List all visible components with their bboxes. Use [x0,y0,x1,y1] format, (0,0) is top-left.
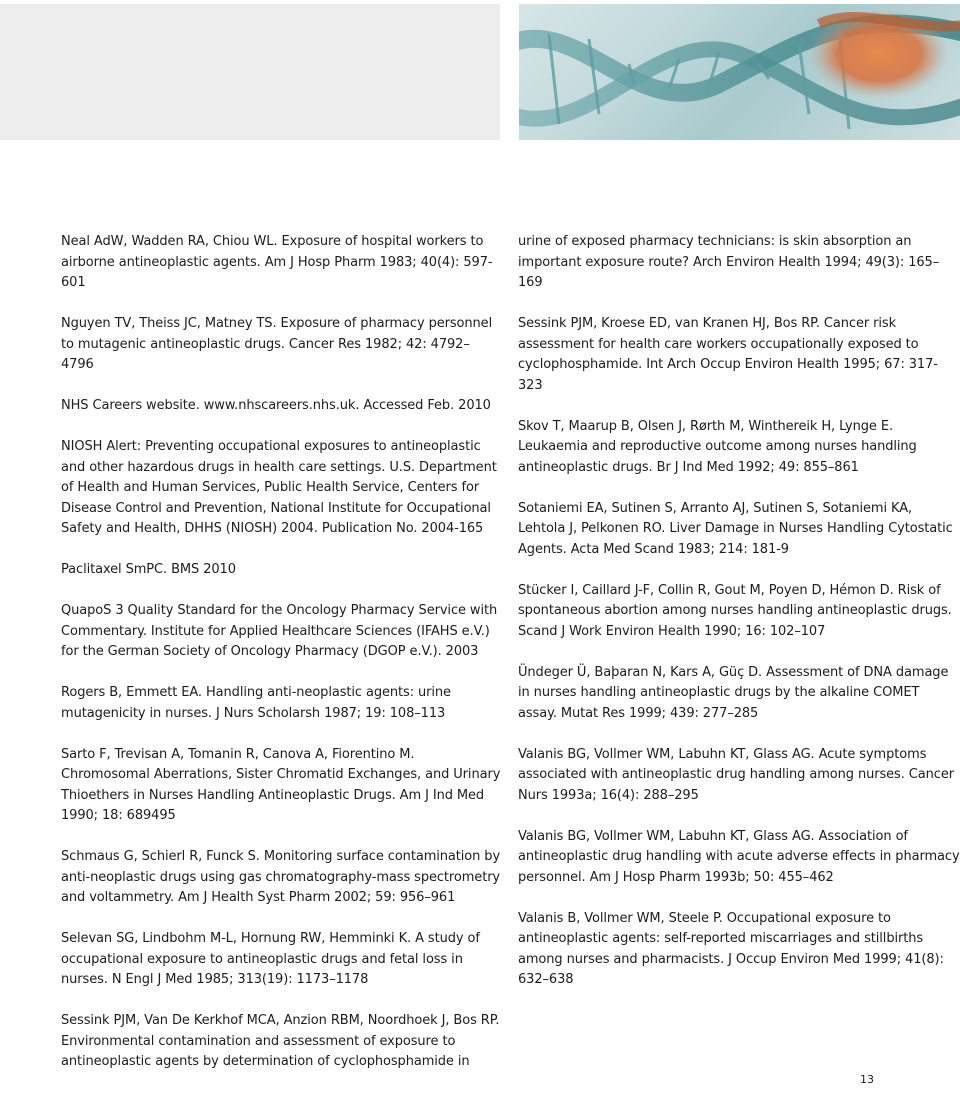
reference-entry: QuapoS 3 Quality Standard for the Oncology Pharmacy Service with Commentary. Institute for Applied Healthcare Sciences (IFAHS e.V.) for the German Society of Oncology Pharmacy (DGOP e.V.). 2003 [61,603,498,659]
dna-helix-image [519,4,960,140]
reference-entry: NHS Careers website. www.nhscareers.nhs.uk. Accessed Feb. 2010 [61,398,491,413]
dna-helix-illustration [519,4,960,140]
reference-entry: Valanis BG, Vollmer WM, Labuhn KT, Glass AG. Acute symptoms associated with antineoplastic drug handling among nurses. Cancer Nurs 1993a; 16(4): 288–295 [518,746,954,803]
reference-entry: NIOSH Alert: Preventing occupational exposures to antineoplastic and other hazardous drugs in health care settings. U.S. Department of Health and Human Services, Public Health Service, Centers for Disease Control and Prevention, National Institute for Occupational Safety and Health, DHHS (NIOSH) 2004. Publication No. 2004-165 [61,439,497,536]
reference-entry: Stücker I, Caillard J-F, Collin R, Gout M, Poyen D, Hémon D. Risk of spontaneous abortion among nurses handling antineoplastic drugs. Scand J Work Environ Health 1990; 16: 102–107 [518,582,952,639]
reference-entry: Sessink PJM, Van De Kerkhof MCA, Anzion RBM, Noordhoek J, Bos RP. Environmental contamination and assessment of exposure to antineoplastic agents by determination of cyclophosphamide in [61,1013,500,1069]
reference-entry: Sotaniemi EA, Sutinen S, Arranto AJ, Sutinen S, Sotaniemi KA, Lehtola J, Pelkonen RO. Liver Damage in Nurses Handling Cytostatic Agents. Acta Med Scand 1983; 214: 181-9 [518,500,953,557]
reference-entry: Nguyen TV, Theiss JC, Matney TS. Exposure of pharmacy personnel to mutagenic antineoplastic drugs. Cancer Res 1982; 42: 4792–4796 [61,316,493,372]
reference-entry: Ündeger Ü, Baþaran N, Kars A, Güç D. Assessment of DNA damage in nurses handling antineoplastic drugs by the alkaline COMET assay. Mutat Res 1999; 439: 277–285 [518,664,949,721]
reference-entry: Selevan SG, Lindbohm M-L, Hornung RW, Hemminki K. A study of occupational exposure to antineoplastic drugs and fetal loss in nurses. N Engl J Med 1985; 313(19): 1173–1178 [61,931,480,987]
reference-entry: Valanis B, Vollmer WM, Steele P. Occupational exposure to antineoplastic agents: self-reported miscarriages and stillbirths among nurses and pharmacists. J Occup Environ Med 1999; 41(8): 632–638 [518,910,944,987]
reference-entry: Rogers B, Emmett EA. Handling anti-neoplastic agents: urine mutagenicity in nurses. J Nurs Scholarsh 1987; 19: 108–113 [61,685,451,721]
references-column-left [61,232,501,1093]
reference-entry: Neal AdW, Wadden RA, Chiou WL. Exposure of hospital workers to airborne antineoplastic agents. Am J Hosp Pharm 1983; 40(4): 597-601 [61,234,493,290]
header-gray-panel [0,4,500,140]
reference-entry: Valanis BG, Vollmer WM, Labuhn KT, Glass AG. Association of antineoplastic drug handling with acute adverse effects in pharmacy personnel. Am J Hosp Pharm 1993b; 50: 455–462 [518,828,960,885]
reference-entry: urine of exposed pharmacy technicians: is skin absorption an important exposure route? Arch Environ Health 1994; 49(3): 165–169 [518,234,940,290]
page-number: 13 [860,1073,874,1086]
reference-entry: Skov T, Maarup B, Olsen J, Rørth M, Winthereik H, Lynge E. Leukaemia and reproductive outcome among nurses handling antineoplastic drugs. Br J Ind Med 1992; 49: 855–861 [518,418,917,475]
reference-entry: Paclitaxel SmPC. BMS 2010 [61,562,236,577]
reference-entry: Schmaus G, Schierl R, Funck S. Monitoring surface contamination by anti-neoplastic drugs using gas chromatography-mass spectrometry and voltammetry. Am J Health Syst Pharm 2002; 59: 956–961 [61,849,501,905]
reference-entry: Sessink PJM, Kroese ED, van Kranen HJ, Bos RP. Cancer risk assessment for health care workers occupationally exposed to cyclophosphamide. Int Arch Occup Environ Health 1995; 67: 317-323 [518,316,938,393]
references-column-right [518,232,960,1011]
reference-entry: Sarto F, Trevisan A, Tomanin R, Canova A, Fiorentino M. Chromosomal Aberrations, Sister Chromatid Exchanges, and Urinary Thioethers in Nurses Handling Antineoplastic Drugs. Am J Ind Med 1990; 18: 689495 [61,746,501,823]
